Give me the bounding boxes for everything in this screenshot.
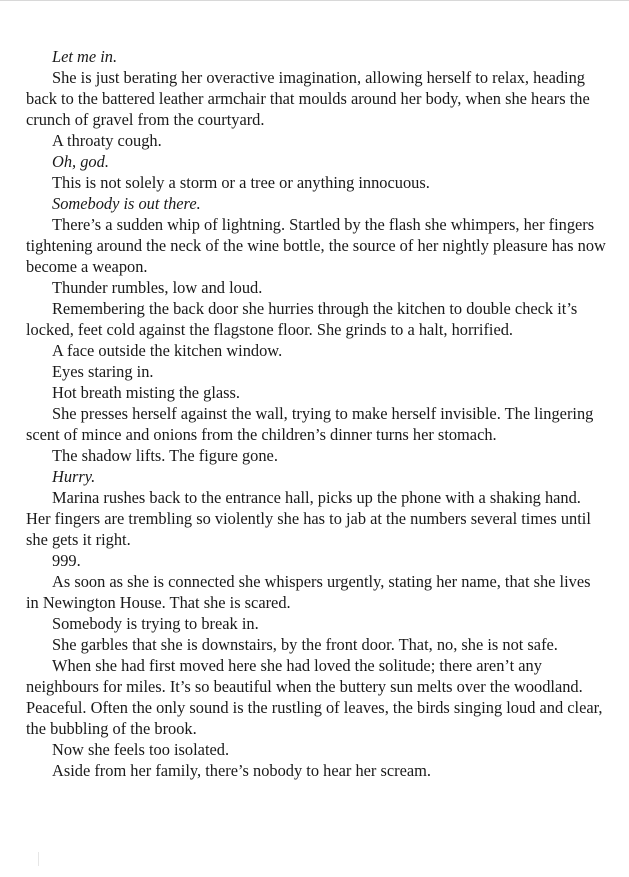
top-divider — [0, 0, 629, 1]
paragraph: When she had first moved here she had loved the solitude; there aren’t any neighbours for miles. It’s so beautiful when the buttery sun melts over the woodland. Peaceful. Often the only sound is the rustling of leaves, the birds singing loud and clear, the bubbling of the brook. — [26, 656, 603, 738]
paragraph: Now she feels too isolated. — [52, 740, 230, 759]
paragraph: Somebody is trying to break in. — [52, 614, 259, 633]
paragraph: Marina rushes back to the entrance hall, picks up the phone with a shaking hand. Her fingers are trembling so violently she has to jab at the numbers several times until she gets it right. — [26, 488, 591, 549]
margin-mark — [38, 852, 39, 866]
paragraph: 999. — [52, 551, 81, 570]
paragraph: Let me in. — [52, 47, 118, 66]
paragraph: She is just berating her overactive imagination, allowing herself to relax, heading back to the battered leather armchair that moulds around her body, when she hears the crunch of gravel from the courtyard. — [26, 68, 590, 129]
paragraph: She garbles that she is downstairs, by the front door. That, no, she is not safe. — [52, 635, 558, 654]
paragraph: As soon as she is connected she whispers urgently, stating her name, that she lives in Newington House. That she is scared. — [26, 572, 591, 612]
paragraph: A face outside the kitchen window. — [52, 341, 283, 360]
paragraph: Eyes staring in. — [52, 362, 154, 381]
paragraph: Somebody is out there. — [52, 194, 201, 213]
paragraph: Hot breath misting the glass. — [52, 383, 241, 402]
paragraph: A throaty cough. — [52, 131, 162, 150]
paragraph: Thunder rumbles, low and loud. — [52, 278, 263, 297]
paragraph: This is not solely a storm or a tree or anything innocuous. — [52, 173, 430, 192]
body-text — [26, 46, 606, 781]
paragraph: Oh, god. — [52, 152, 109, 171]
paragraph: Remembering the back door she hurries through the kitchen to double check it’s locked, feet cold against the flagstone floor. She grinds to a halt, horrified. — [26, 299, 578, 339]
paragraph: There’s a sudden whip of lightning. Startled by the flash she whimpers, her fingers tightening around the neck of the wine bottle, the source of her nightly pleasure has now become a weapon. — [26, 215, 606, 276]
paragraph: Aside from her family, there’s nobody to hear her scream. — [52, 761, 431, 780]
paragraph: Hurry. — [52, 467, 96, 486]
paragraph: She presses herself against the wall, trying to make herself invisible. The lingering scent of mince and onions from the children’s dinner turns her stomach. — [26, 404, 594, 444]
paragraph: The shadow lifts. The figure gone. — [52, 446, 278, 465]
